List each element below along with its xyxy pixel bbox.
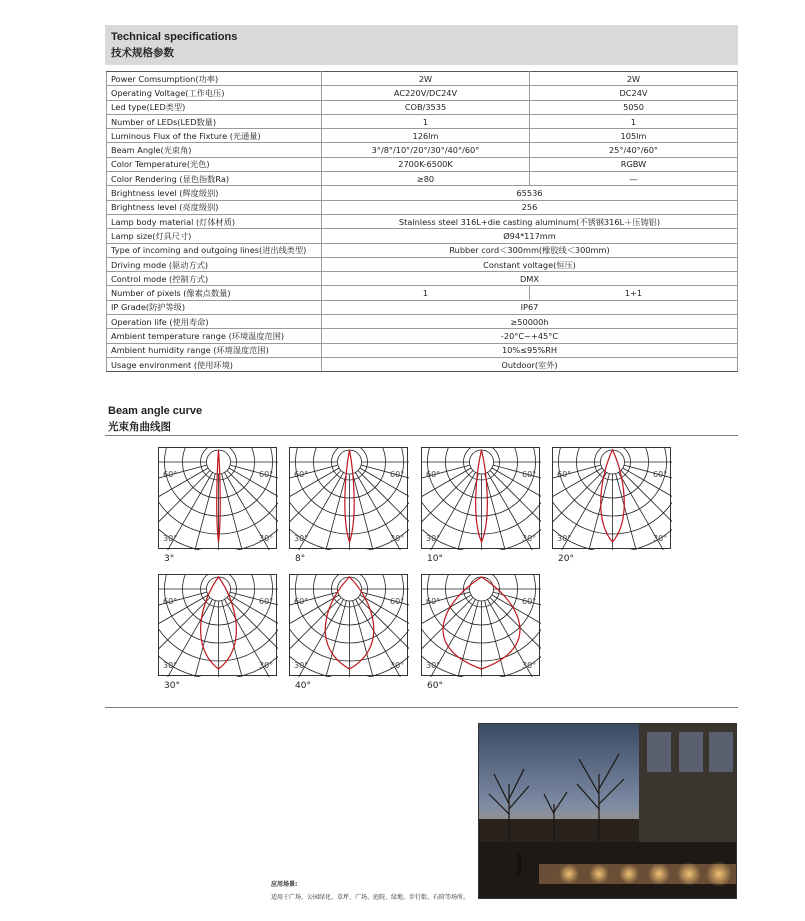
axis-label-upper-right: 60°: [522, 597, 537, 606]
grid-radial: [482, 589, 513, 677]
grid-radial: [219, 589, 250, 677]
spec-row: [107, 214, 738, 228]
spec-value: —: [530, 172, 738, 186]
spec-table: [106, 71, 738, 372]
beam-caption: 8°: [295, 554, 306, 564]
spec-row: [107, 243, 738, 257]
spec-label: Led type(LED类型): [107, 100, 322, 114]
spec-header-band: [105, 25, 738, 65]
spec-label: Driving mode (驱动方式): [107, 257, 322, 271]
spec-row: [107, 157, 738, 171]
spec-value: Ø94*117mm: [322, 229, 738, 243]
spec-value: DMX: [322, 272, 738, 286]
spec-row: [107, 343, 738, 357]
spec-row: [107, 257, 738, 271]
spec-label: Number of LEDs(LED数量): [107, 114, 322, 128]
spec-label: Operation life (使用寿命): [107, 315, 322, 329]
spec-row: [107, 114, 738, 128]
spec-label: Type of incoming and outgoing lines(进出线类型): [107, 243, 322, 257]
axis-label-lower-left: 30°: [294, 534, 309, 543]
spec-value: 2700K-6500K: [322, 157, 530, 171]
beam-caption: 30°: [164, 681, 180, 691]
spec-value: 65536: [322, 186, 738, 200]
grid-radial: [318, 589, 349, 677]
axis-label-lower-right: 30°: [390, 534, 405, 543]
spec-label: Color Rendering (显色指数Ra): [107, 172, 322, 186]
spec-value: DC24V: [530, 86, 738, 100]
spec-label: Operating Voltage(工作电压): [107, 86, 322, 100]
grid-center: [207, 577, 231, 601]
spec-row: [107, 100, 738, 114]
spec-row: [107, 229, 738, 243]
spec-value: Rubber cord＜300mm(橡胶线＜300mm): [322, 243, 738, 257]
beam-diagram: [421, 574, 540, 676]
beam-diagram: [158, 447, 277, 549]
grid-radial: [187, 589, 218, 677]
grid-center: [338, 577, 362, 601]
spec-row: [107, 315, 738, 329]
spec-value: COB/3535: [322, 100, 530, 114]
beam-section-title-en: Beam angle curve: [108, 405, 203, 417]
application-title: 应用场景:: [271, 881, 298, 888]
axis-label-upper-left: 60°: [426, 597, 441, 606]
spec-value: Constant voltage(恒压): [322, 257, 738, 271]
axis-label-upper-left: 60°: [426, 470, 441, 479]
axis-label-lower-right: 30°: [390, 661, 405, 670]
beam-diagram: [421, 447, 540, 549]
grid-center: [338, 450, 362, 474]
spec-row: [107, 143, 738, 157]
axis-label-lower-left: 30°: [426, 534, 441, 543]
spec-row: [107, 72, 738, 86]
spec-value: 2W: [322, 72, 530, 86]
spec-value: 1: [322, 114, 530, 128]
spec-value: IP67: [322, 300, 738, 314]
spec-row: [107, 357, 738, 371]
spec-value: -20°C~+45°C: [322, 329, 738, 343]
spec-label: Number of pixels (像素点数量): [107, 286, 322, 300]
beam-diagram: [289, 447, 408, 549]
spec-row: [107, 86, 738, 100]
spec-label: Power Comsumption(功率): [107, 72, 322, 86]
grid-radial: [450, 589, 481, 677]
grid-center: [601, 450, 625, 474]
grid-center: [470, 577, 494, 601]
spec-row: [107, 129, 738, 143]
spec-row: [107, 300, 738, 314]
spec-label: Brightness level (亮度级别): [107, 200, 322, 214]
spec-value: 3°/8°/10°/20°/30°/40°/60°: [322, 143, 530, 157]
spec-value: 105lm: [530, 129, 738, 143]
axis-label-upper-right: 60°: [390, 597, 405, 606]
spec-label: Color Temperature(光色): [107, 157, 322, 171]
axis-label-upper-left: 60°: [294, 597, 309, 606]
spec-value: ≥80: [322, 172, 530, 186]
grid-center: [470, 450, 494, 474]
spec-value: 126lm: [322, 129, 530, 143]
axis-label-lower-right: 30°: [259, 534, 274, 543]
spec-label: Lamp body material (灯体材质): [107, 214, 322, 228]
grid-radial: [350, 589, 381, 677]
spec-value: AC220V/DC24V: [322, 86, 530, 100]
axis-label-upper-right: 60°: [390, 470, 405, 479]
grid-radial: [581, 462, 612, 550]
axis-label-lower-right: 30°: [259, 661, 274, 670]
spec-label: Lamp size(灯具尺寸): [107, 229, 322, 243]
spec-row: [107, 329, 738, 343]
spec-value: 2W: [530, 72, 738, 86]
spec-row: [107, 172, 738, 186]
beam-caption: 3°: [164, 554, 175, 564]
axis-label-lower-left: 30°: [294, 661, 309, 670]
axis-label-upper-right: 60°: [259, 470, 274, 479]
spec-label: Ambient humidity range (环境湿度范围): [107, 343, 322, 357]
axis-label-lower-right: 30°: [522, 534, 537, 543]
spec-value: 1: [322, 286, 530, 300]
spec-value: 5050: [530, 100, 738, 114]
beam-caption: 20°: [558, 554, 574, 564]
spec-value: 1: [530, 114, 738, 128]
spec-value: Outdoor(室外): [322, 357, 738, 371]
spec-value: Stainless steel 316L+die casting aluminum(不锈钢316L＋压铸铝): [322, 214, 738, 228]
axis-label-upper-right: 60°: [653, 470, 668, 479]
beam-section-rule: [105, 435, 738, 436]
application-text: 适用于广场、公园绿化、草坪、广场、庭院、绿地、步行街、石阶等场所。: [271, 894, 470, 901]
grid-radial: [187, 462, 218, 550]
grid-radial: [219, 462, 250, 550]
spec-value: ≥50000h: [322, 315, 738, 329]
beam-caption: 40°: [295, 681, 311, 691]
axis-label-lower-left: 30°: [557, 534, 572, 543]
beam-section-title-cn: 光束角曲线图: [108, 421, 171, 433]
beam-diagram: [158, 574, 277, 676]
spec-title-cn: 技术规格参数: [111, 47, 174, 59]
spec-label: Control mode (控制方式): [107, 272, 322, 286]
spec-label: Brightness level (辉度级别): [107, 186, 322, 200]
axis-label-upper-left: 60°: [557, 470, 572, 479]
spec-row: [107, 286, 738, 300]
spec-row: [107, 186, 738, 200]
beam-caption: 10°: [427, 554, 443, 564]
axis-label-lower-left: 30°: [426, 661, 441, 670]
spec-value: 256: [322, 200, 738, 214]
axis-label-upper-left: 60°: [163, 597, 178, 606]
axis-label-lower-right: 30°: [522, 661, 537, 670]
beam-diagram: [289, 574, 408, 676]
spec-label: Luminous Flux of the Fixture (光通量): [107, 129, 322, 143]
grid-radial: [613, 462, 644, 550]
bottom-rule: [105, 707, 738, 708]
axis-label-upper-right: 60°: [259, 597, 274, 606]
axis-label-upper-right: 60°: [522, 470, 537, 479]
spec-value: RGBW: [530, 157, 738, 171]
axis-label-lower-left: 30°: [163, 661, 178, 670]
spec-label: IP Grade(防护等级): [107, 300, 322, 314]
beam-caption: 60°: [427, 681, 443, 691]
spec-title-en: Technical specifications: [111, 31, 238, 43]
spec-row: [107, 272, 738, 286]
spec-value: 10%≤95%RH: [322, 343, 738, 357]
beam-diagram: [552, 447, 671, 549]
spec-value: 25°/40°/60°: [530, 143, 738, 157]
spec-row: [107, 200, 738, 214]
axis-label-lower-right: 30°: [653, 534, 668, 543]
axis-label-lower-left: 30°: [163, 534, 178, 543]
axis-label-upper-left: 60°: [163, 470, 178, 479]
spec-label: Beam Angle(光束角): [107, 143, 322, 157]
axis-label-upper-left: 60°: [294, 470, 309, 479]
spec-label: Ambient temperature range (环境温度范围): [107, 329, 322, 343]
application-photo: [478, 723, 737, 899]
spec-label: Usage environment (使用环境): [107, 357, 322, 371]
spec-value: 1+1: [530, 286, 738, 300]
